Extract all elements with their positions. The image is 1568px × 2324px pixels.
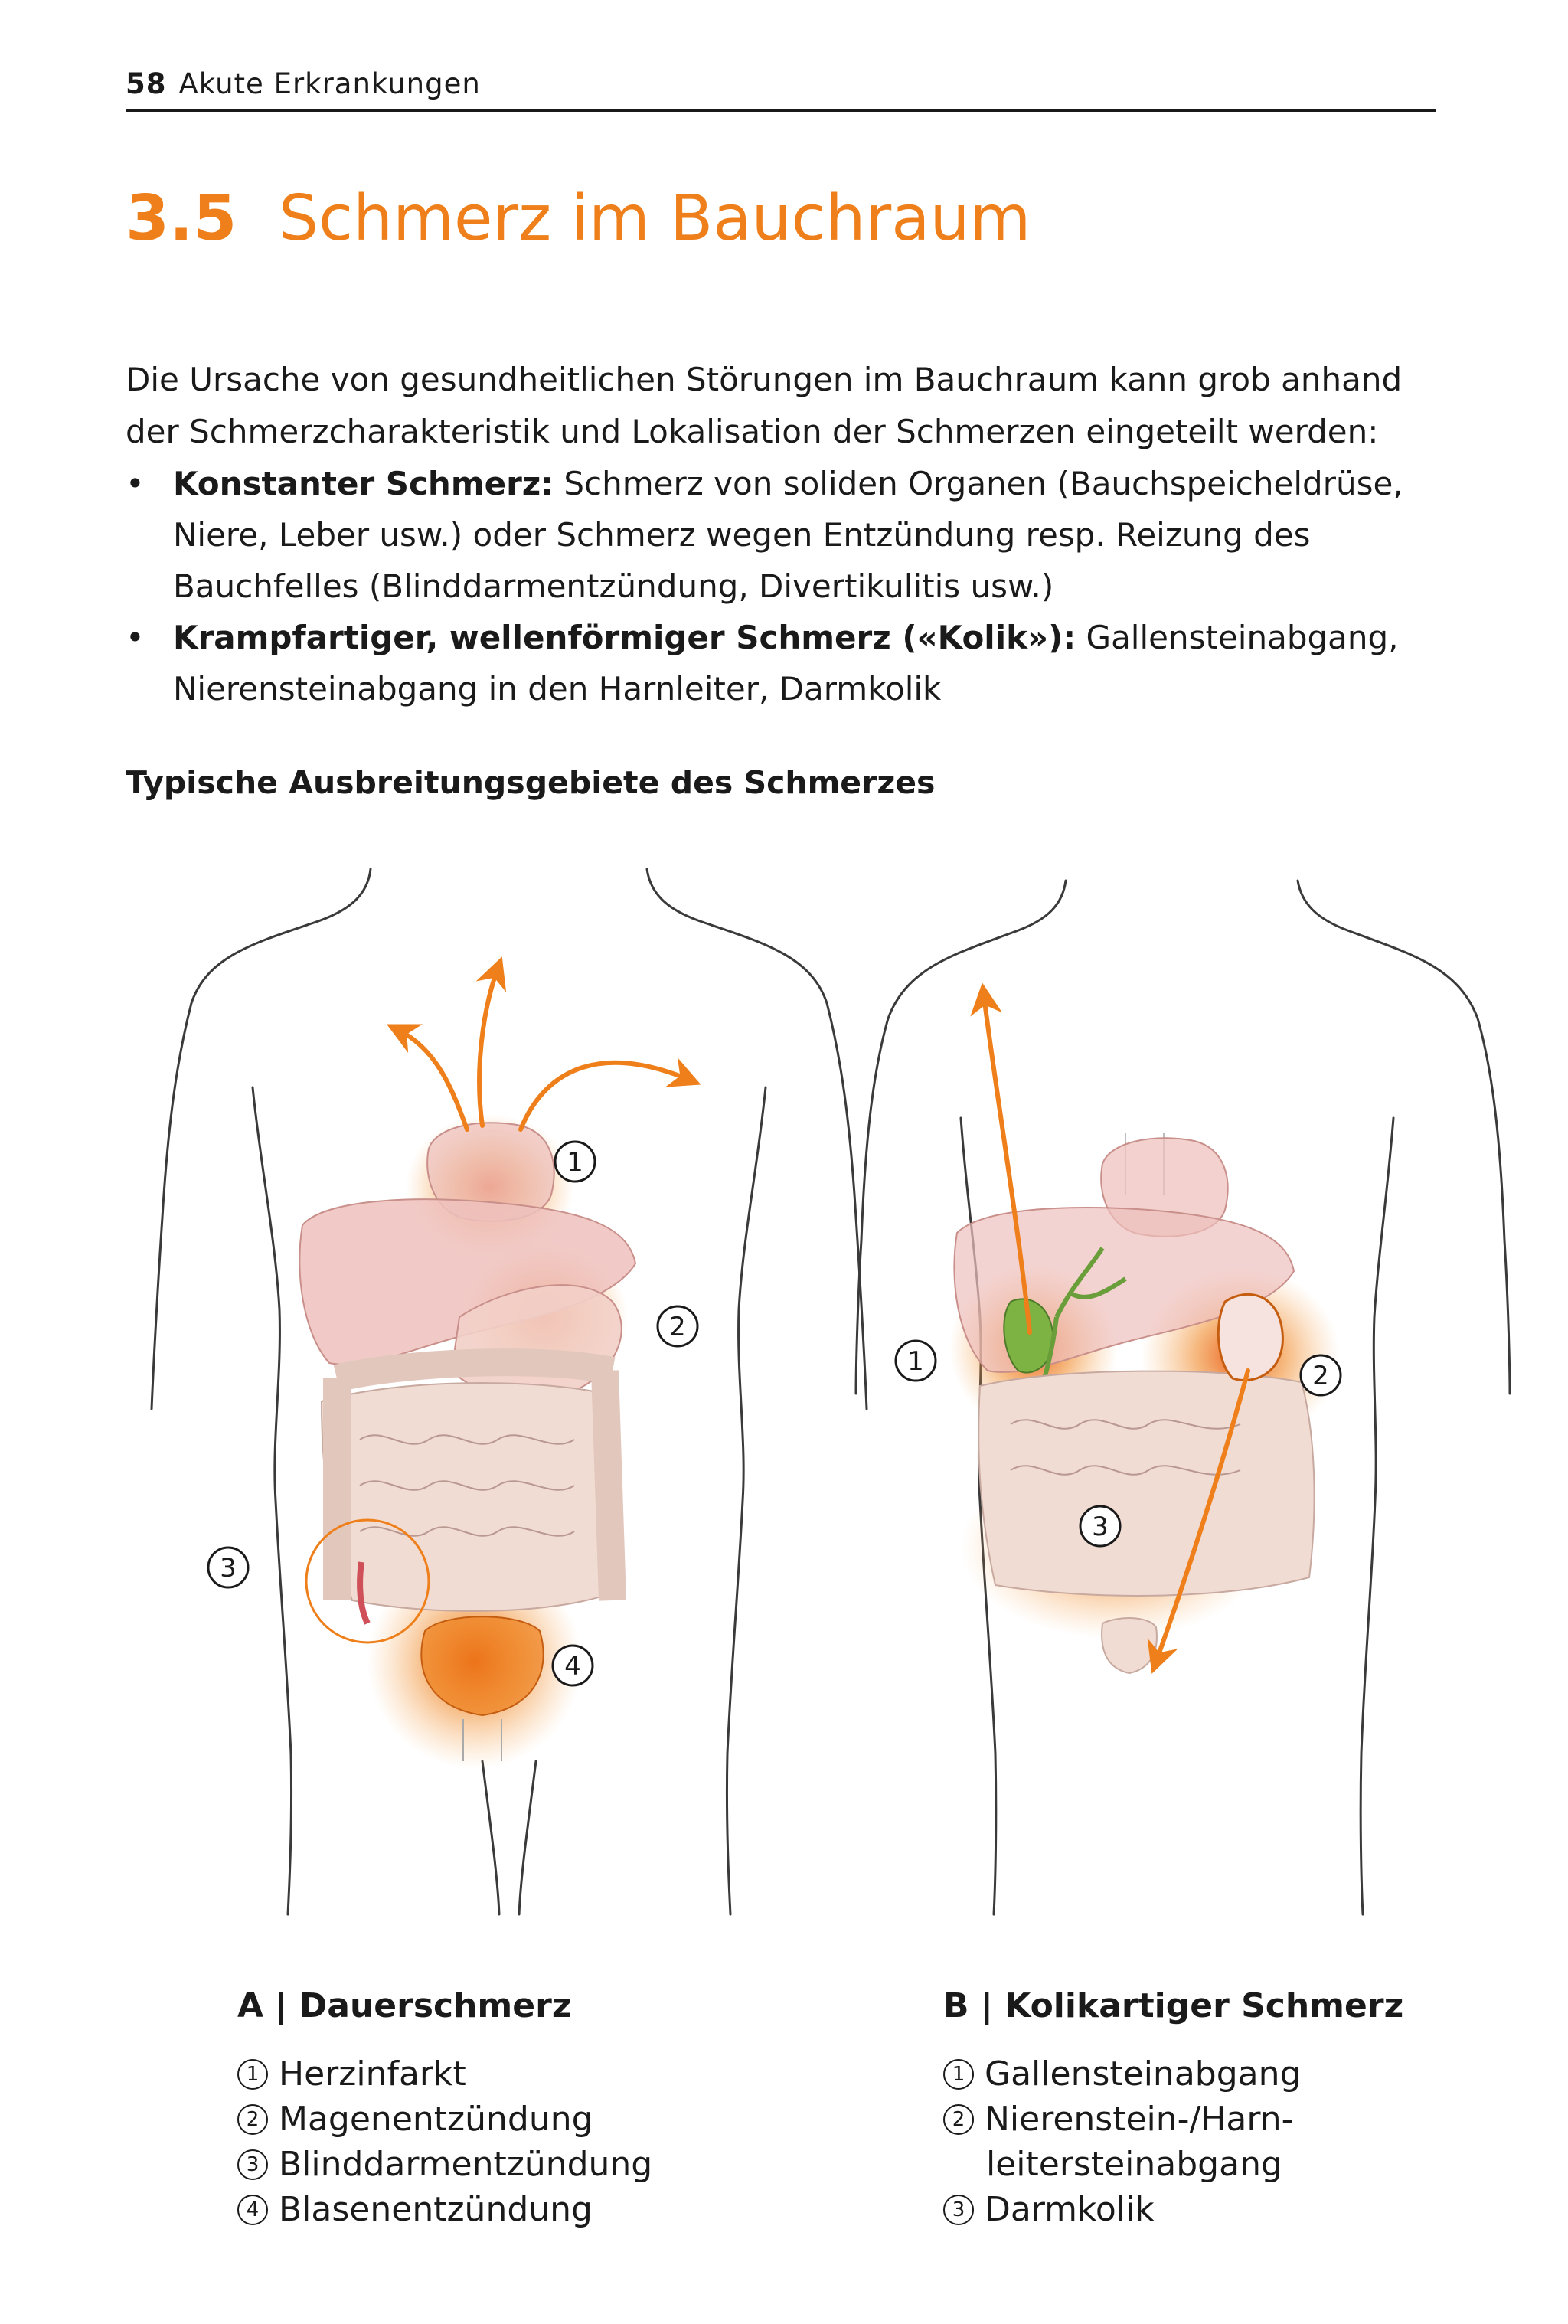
marker-b-2-label: 2 [1312, 1361, 1329, 1391]
legend-a-title: A | Dauerschmerz [237, 1986, 572, 2025]
bullet-term: Konstanter Schmerz: [173, 465, 554, 502]
marker-a-2-label: 2 [669, 1312, 686, 1342]
legend-number: 2 [943, 2104, 974, 2135]
legend-label: Blasenentzündung [279, 2190, 593, 2229]
marker-a-2 [658, 1306, 697, 1346]
bullet-term: Krampfartiger, wellenförmiger Schmerz («Kolik»): [173, 619, 1076, 656]
marker-b-2 [1301, 1355, 1341, 1395]
marker-a-3 [208, 1548, 248, 1587]
chapter-title-text: Schmerz im Bauchraum [279, 182, 1031, 255]
legend-label: Blinddarmentzündung [279, 2145, 653, 2184]
legend-label: Darmkolik [985, 2190, 1155, 2229]
legend-b-item [943, 2097, 1403, 2142]
marker-a-4-label: 4 [564, 1651, 581, 1682]
legend-number: 3 [237, 2149, 268, 2180]
section-name: Akute Erkrankungen [178, 67, 481, 100]
marker-b-3 [1080, 1506, 1120, 1546]
figure-title: Typische Ausbreitungsgebiete des Schmerzes [126, 764, 936, 801]
legend-label: Nierenstein-/Harn- [985, 2100, 1294, 2139]
marker-a-4 [553, 1646, 593, 1685]
bullet-text: Schmerz von soliden Organen (Bauchspeicheldrüse, Niere, Leber usw.) oder Schmerz wegen Entzündung resp. Reizung des Bauchfelles (Blinddarmentzündung, Divertikulitis usw.) [173, 465, 1403, 605]
legend-number: 4 [237, 2195, 268, 2225]
legend-b [943, 1983, 1403, 2232]
page-number: 58 [126, 67, 167, 100]
marker-b-1 [896, 1341, 936, 1381]
legend-number: 1 [943, 2059, 974, 2090]
marker-b-1-label: 1 [907, 1346, 924, 1377]
marker-a-1 [555, 1142, 595, 1182]
legend-number: 1 [237, 2059, 268, 2090]
bullet-dot: • [126, 465, 145, 502]
legend-label: Magenentzündung [279, 2100, 593, 2139]
legend-label: Gallensteinabgang [985, 2054, 1302, 2094]
legend-b-title: B | Kolikartiger Schmerz [943, 1986, 1404, 2025]
legend-a-item [237, 2187, 652, 2232]
marker-a-1-label: 1 [567, 1147, 583, 1178]
legend-number: 2 [237, 2104, 268, 2135]
legend-a-item [237, 2051, 652, 2097]
legend-a-item [237, 2097, 652, 2142]
radiation-arrows-a [398, 969, 689, 1129]
legend-b-item [943, 2187, 1403, 2232]
marker-b-3-label: 3 [1092, 1512, 1109, 1542]
legend-a [237, 1983, 652, 2232]
legend-number: 3 [943, 2195, 974, 2225]
bullet-text: Gallensteinabgang, Nierensteinabgang in den Harnleiter, Darmkolik [173, 619, 1399, 708]
legend-b-item [943, 2051, 1403, 2097]
marker-a-3-label: 3 [220, 1553, 237, 1584]
chapter-number: 3.5 [126, 182, 237, 255]
legend-label: Herzinfarkt [279, 2054, 466, 2094]
legend-b-item-continuation: leitersteinabgang [986, 2145, 1282, 2184]
bullet-dot: • [126, 619, 145, 656]
intro-paragraph: Die Ursache von gesundheitlichen Störungen im Bauchraum kann grob anhand der Schmerzcharakteristik und Lokalisation der Schmerzen eingeteilt werden: [126, 361, 1403, 450]
legend-a-item [237, 2142, 652, 2187]
